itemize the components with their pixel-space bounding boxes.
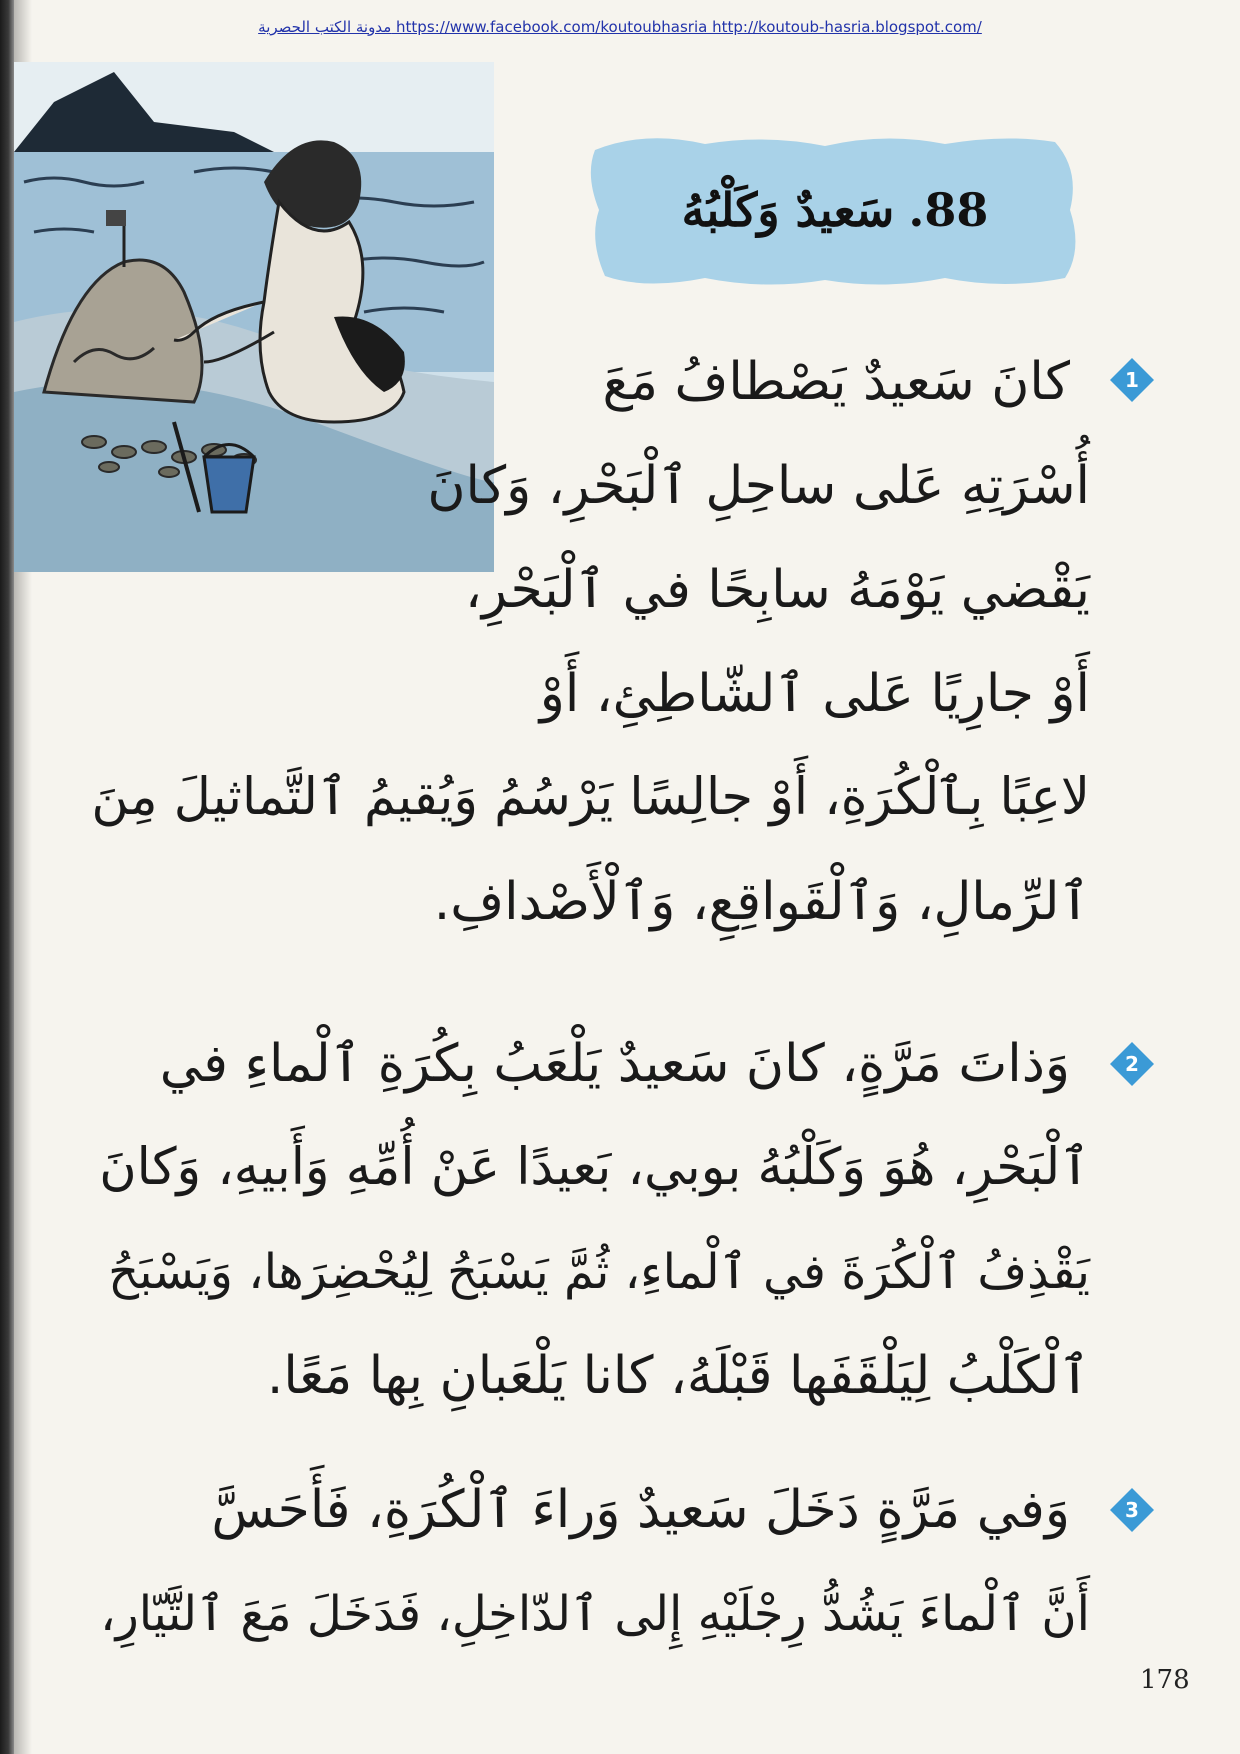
paragraph-line: لاعِبًا بِٱلْكُرَةِ، أَوْ جالِسًا يَرْسُمُ وَيُقيمُ ٱلتَّماثيلَ مِنَ	[91, 768, 1090, 827]
paragraph-marker-3	[1108, 1486, 1156, 1534]
paragraph-line: كانَ سَعيدٌ يَصْطافُ مَعَ	[602, 352, 1070, 412]
lesson-number: 88.	[908, 183, 989, 237]
paragraph-line: ٱلْبَحْرِ، هُوَ وَكَلْبُهُ بوبي، بَعيدًا عَنْ أُمِّهِ وَأَبيهِ، وَكانَ	[99, 1138, 1090, 1197]
paragraph-line: وَفي مَرَّةٍ دَخَلَ سَعيدٌ وَراءَ ٱلْكُرَةِ، فَأَحَسَّ	[211, 1480, 1070, 1540]
paragraph-3	[90, 1458, 1090, 1666]
lesson-title	[585, 170, 1085, 250]
paragraph-line: وَذاتَ مَرَّةٍ، كانَ سَعيدٌ يَلْعَبُ بِكُرَةِ ٱلْماءِ في	[159, 1034, 1070, 1094]
paragraph-line: أَنَّ ٱلْماءَ يَشُدُّ رِجْلَيْهِ إِلى ٱلدّاخِلِ، فَدَخَلَ مَعَ ٱلتَّيّارِ،	[100, 1586, 1090, 1642]
header-source-link[interactable]: مدونة الكتب الحصرية https://www.facebook.com/koutoubhasria http://koutoub-hasria.blogspot.com/	[258, 18, 982, 36]
marker-number: 3	[1125, 1498, 1139, 1522]
paragraph-line: ٱلْكَلْبُ لِيَلْقَفَها قَبْلَهُ، كانا يَلْعَبانِ بِها مَعًا.	[266, 1346, 1090, 1406]
page-binding-edge	[0, 0, 14, 1754]
paragraph-marker-1	[1108, 356, 1156, 404]
lesson-title-text: سَعيدٌ وَكَلْبُهُ	[681, 183, 895, 237]
paragraph-line: ٱلرِّمالِ، وَٱلْقَواقِعِ، وَٱلْأَصْدافِ.	[433, 872, 1090, 932]
paragraph-line: يَقْذِفُ ٱلْكُرَةَ في ٱلْماءِ، ثُمَّ يَسْبَحُ لِيُحْضِرَها، وَيَسْبَحُ	[108, 1244, 1090, 1300]
paragraph-line: أُسْرَتِهِ عَلى ساحِلِ ٱلْبَحْرِ، وَكانَ	[427, 456, 1090, 516]
marker-number: 2	[1125, 1052, 1139, 1076]
marker-number: 1	[1125, 368, 1139, 392]
paragraph-line: يَقْضي يَوْمَهُ سابِحًا في ٱلْبَحْرِ،	[465, 560, 1090, 620]
paragraph-1	[90, 330, 1090, 950]
paragraph-line: أَوْ جارِيًا عَلى ٱلشّاطِئِ، أَوْ	[539, 664, 1090, 724]
page-number: 178	[1140, 1665, 1190, 1695]
paragraph-marker-2	[1108, 1040, 1156, 1088]
paragraph-2	[90, 1012, 1090, 1428]
